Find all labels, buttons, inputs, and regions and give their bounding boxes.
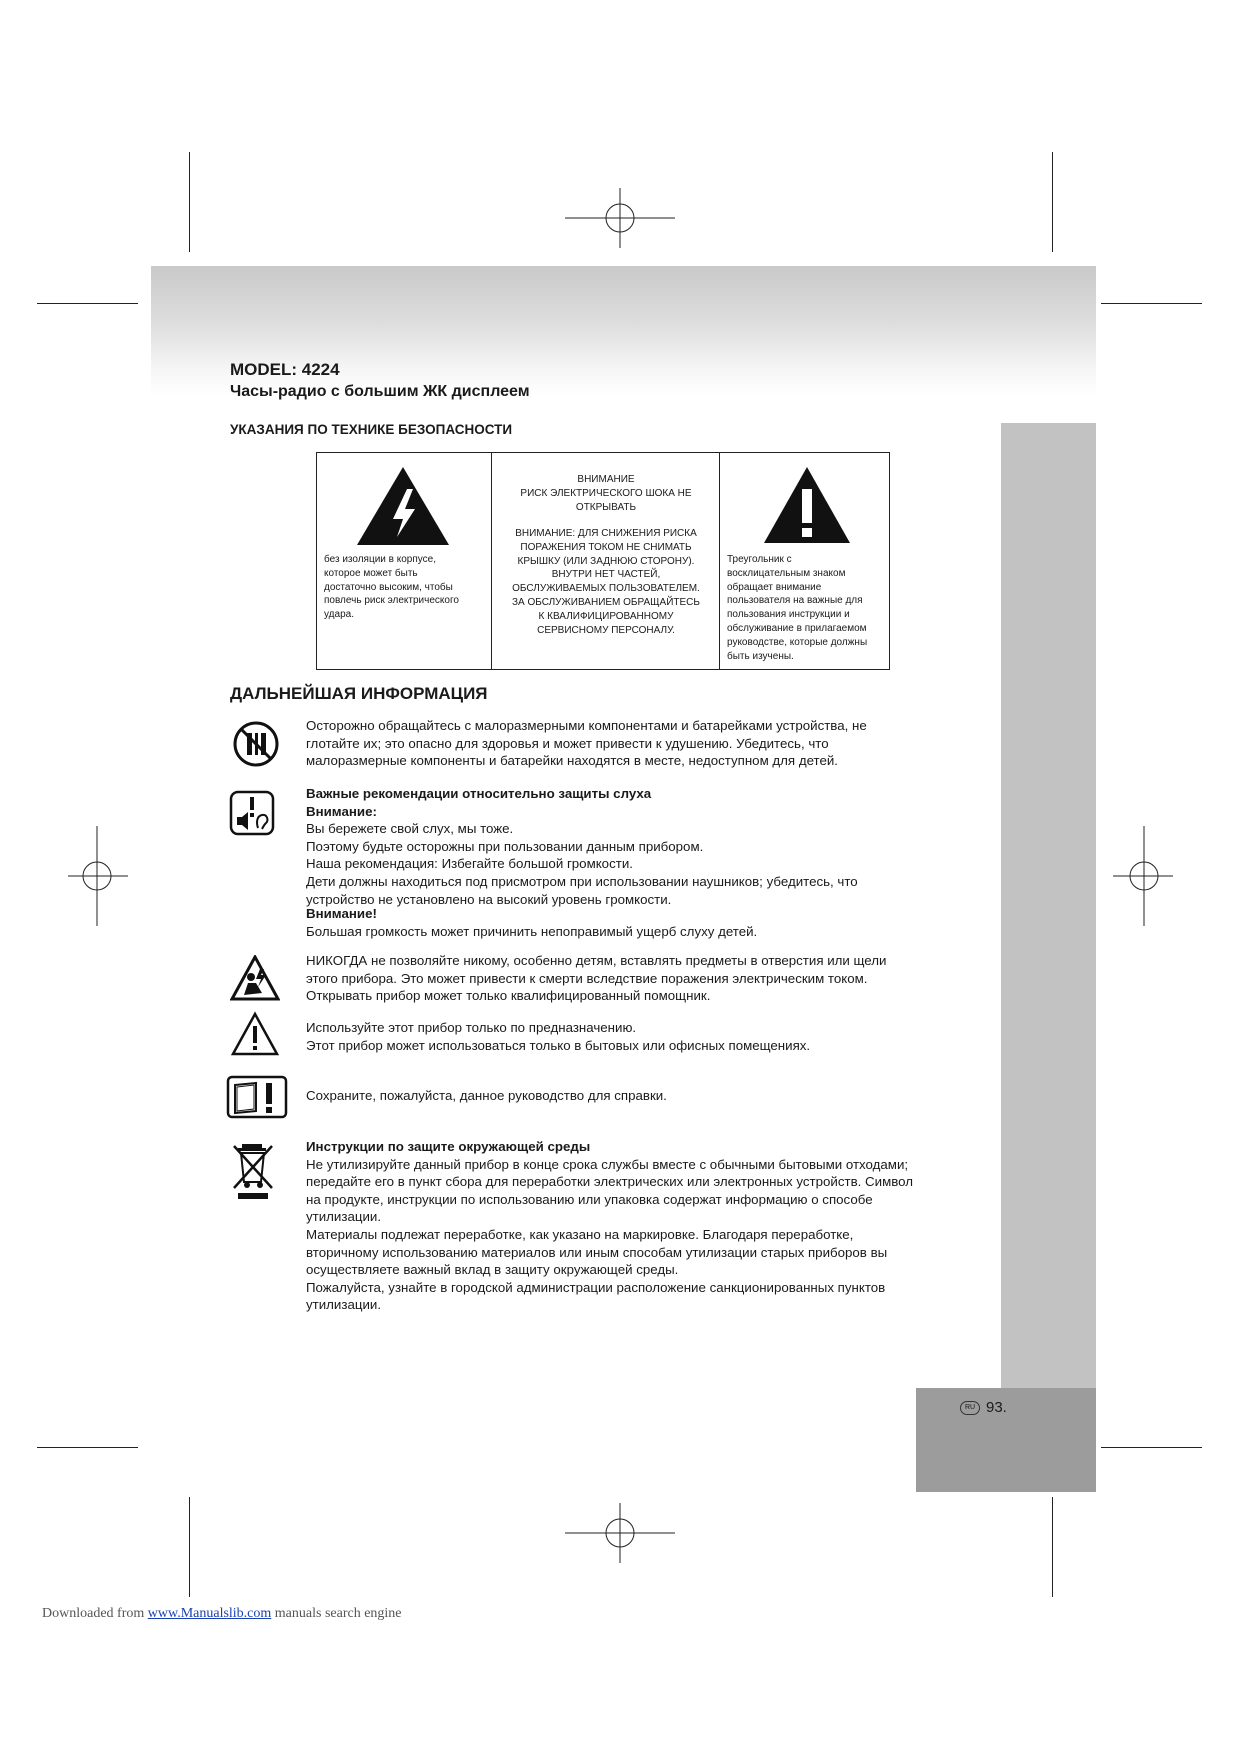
registration-mark-icon xyxy=(565,1503,675,1563)
text-line: Вы бережете свой слух, мы тоже. xyxy=(306,821,514,837)
environment-text xyxy=(306,1138,966,1314)
text-line: руководстве, которые должны xyxy=(727,636,868,648)
text-line: ВНИМАНИЕ xyxy=(577,474,635,485)
text-line: ЗА ОБСЛУЖИВАНИЕМ ОБРАЩАЙТЕСЬ xyxy=(512,596,700,608)
text-line: без изоляции в корпусе, xyxy=(324,554,436,565)
warning-cell-shock xyxy=(317,453,492,669)
warning-body xyxy=(492,527,720,637)
environment-title: Инструкции по защите окружающей среды xyxy=(306,1139,591,1154)
side-band xyxy=(1001,423,1096,1388)
weee-bin-icon xyxy=(230,1140,276,1202)
footer-suffix: manuals search engine xyxy=(271,1606,402,1621)
keep-manual-text xyxy=(306,1087,966,1105)
warning-cell-exclamation xyxy=(720,453,889,669)
text-line: глотайте их; это опасно для здоровья и может привести к удушению. Убедитесь, что xyxy=(306,735,829,751)
attention-label: Внимание: xyxy=(306,803,377,819)
text-line: Материалы подлежат переработке, как указано на маркировке. Благодаря переработке, xyxy=(306,1226,854,1242)
text-line: пользования инструкции и xyxy=(727,609,850,621)
download-footer xyxy=(42,1606,402,1622)
attention-label: Внимание! xyxy=(306,906,377,922)
warning-table xyxy=(316,452,890,670)
hearing-warning-icon xyxy=(229,790,275,836)
text-line: достаточно высоким, чтобы xyxy=(324,581,453,593)
electric-shock-warning-icon xyxy=(355,465,451,547)
text-line: Открывать прибор может только квалифицированный помощник. xyxy=(306,988,711,1004)
warning-heading xyxy=(492,473,720,514)
further-info-title: ДАЛЬНЕЙШАЯ ИНФОРМАЦИЯ xyxy=(230,684,488,703)
page-number-value: 93. xyxy=(986,1399,1007,1416)
registration-mark-icon xyxy=(565,188,675,248)
text-line: Поэтому будьте осторожны при пользовании данным прибором. xyxy=(306,838,704,854)
electrocution-warning-icon xyxy=(230,955,280,1001)
never-insert-text xyxy=(306,952,966,1005)
safety-section-title: УКАЗАНИЯ ПО ТЕХНИКЕ БЕЗОПАСНОСТИ xyxy=(230,422,513,437)
text-line: на продукте, инструкции по использованию или упаковка содержат информацию о способе xyxy=(306,1191,873,1207)
crop-mark xyxy=(1101,1447,1202,1448)
crop-mark xyxy=(37,1447,138,1448)
text-line: утилизации. xyxy=(306,1209,382,1225)
no-swallow-icon xyxy=(232,720,280,768)
text-line: ВНИМАНИЕ: ДЛЯ СНИЖЕНИЯ РИСКА xyxy=(515,528,697,539)
text-line: повлечь риск электрического xyxy=(324,595,459,607)
text-line: устройство не установлено на высокий уровень громкости. xyxy=(306,891,672,907)
text-line: Не утилизируйте данный прибор в конце срока службы вместе с обычными бытовыми отходами; xyxy=(306,1156,909,1172)
text-line: СЕРВИСНОМУ ПЕРСОНАЛУ. xyxy=(537,624,675,636)
product-subtitle: Часы-радио с большим ЖК дисплеем xyxy=(230,383,530,400)
exclamation-warning-icon xyxy=(762,465,852,545)
text-line: передайте его в пункт сбора для переработки электрических или электронных устройств. Символ xyxy=(306,1174,913,1190)
text-line: осуществляете важный вклад в защиту окружающей среды. xyxy=(306,1262,679,1278)
manual-book-icon xyxy=(226,1075,288,1119)
small-parts-text xyxy=(306,717,966,770)
text-line: Дети должны находиться под присмотром при использовании наушников; убедитесь, что xyxy=(306,873,858,889)
text-line: Треугольник с xyxy=(727,554,792,565)
text-line: утилизации. xyxy=(306,1297,382,1313)
manualslib-link[interactable]: www.Manualslib.com xyxy=(147,1606,272,1621)
text-line: этого прибора. Это может привести к смерти вследствие поражения электрическим током. xyxy=(306,970,868,986)
text-line: Сохраните, пожалуйста, данное руководство для справки. xyxy=(306,1088,667,1103)
usage-text xyxy=(306,1019,966,1054)
text-line: малоразмерные компоненты и батарейки находятся в месте, недоступном для детей. xyxy=(306,753,838,769)
crop-mark xyxy=(1101,303,1202,304)
caution-icon xyxy=(231,1011,279,1057)
footer-prefix: Downloaded from xyxy=(42,1606,148,1621)
text-line: ОТКРЫВАТЬ xyxy=(575,501,637,513)
text-line: восклицательным знаком xyxy=(727,567,846,579)
text-line: ВНУТРИ НЕТ ЧАСТЕЙ, xyxy=(551,569,661,581)
warning-cell-center xyxy=(492,453,720,669)
registration-mark-icon xyxy=(1113,826,1173,926)
text-line: обращает внимание xyxy=(727,581,822,593)
text-line: пользователя на важные для xyxy=(727,595,863,607)
text-line: Осторожно обращайтесь с малоразмерными компонентами и батарейками устройства, не xyxy=(306,718,867,733)
text-line: которое может быть xyxy=(324,567,418,579)
text-line: Используйте этот прибор только по предназначению. xyxy=(306,1020,637,1035)
text-line: К КВАЛИФИЦИРОВАННОМУ xyxy=(538,610,674,622)
text-line: Большая громкость может причинить непоправимый ущерб слуху детей. xyxy=(306,923,758,939)
crop-mark xyxy=(189,152,190,252)
shock-description xyxy=(324,553,489,622)
crop-mark xyxy=(37,303,138,304)
crop-mark xyxy=(1052,1497,1053,1597)
text-line: ПОРАЖЕНИЯ ТОКОМ НЕ СНИМАТЬ xyxy=(520,541,692,553)
text-line: Пожалуйста, узнайте в городской администрации расположение санкционированных пунктов xyxy=(306,1279,886,1295)
page-number xyxy=(960,1399,1007,1416)
model-number: MODEL: 4224 xyxy=(230,360,340,379)
crop-mark xyxy=(1052,152,1053,252)
text-line: НИКОГДА не позволяйте никому, особенно детям, вставлять предметы в отверстия или щели xyxy=(306,953,887,968)
text-line: удара. xyxy=(324,609,354,621)
hearing-text xyxy=(306,785,966,940)
text-line: РИСК ЭЛЕКТРИЧЕСКОГО ШОКА НЕ xyxy=(520,487,692,499)
text-line: быть изучены. xyxy=(727,650,794,662)
text-line: вторичному использованию материалов или иным способам утилизации старых приборов вы xyxy=(306,1244,888,1260)
exclamation-description xyxy=(727,553,887,663)
crop-mark xyxy=(189,1497,190,1597)
text-line: ОБСЛУЖИВАЕМЫХ ПОЛЬЗОВАТЕЛЕМ. xyxy=(512,583,700,595)
text-line: обслуживание в прилагаемом xyxy=(727,622,867,634)
hearing-title: Важные рекомендации относительно защиты слуха xyxy=(306,786,652,801)
text-line: Наша рекомендация: Избегайте большой громкости. xyxy=(306,856,633,872)
text-line: Этот прибор может использоваться только в бытовых или офисных помещениях. xyxy=(306,1037,811,1053)
registration-mark-icon xyxy=(68,826,128,926)
text-line: КРЫШКУ (ИЛИ ЗАДНЮЮ СТОРОНУ). xyxy=(517,555,695,567)
language-badge: RU xyxy=(960,1401,980,1415)
